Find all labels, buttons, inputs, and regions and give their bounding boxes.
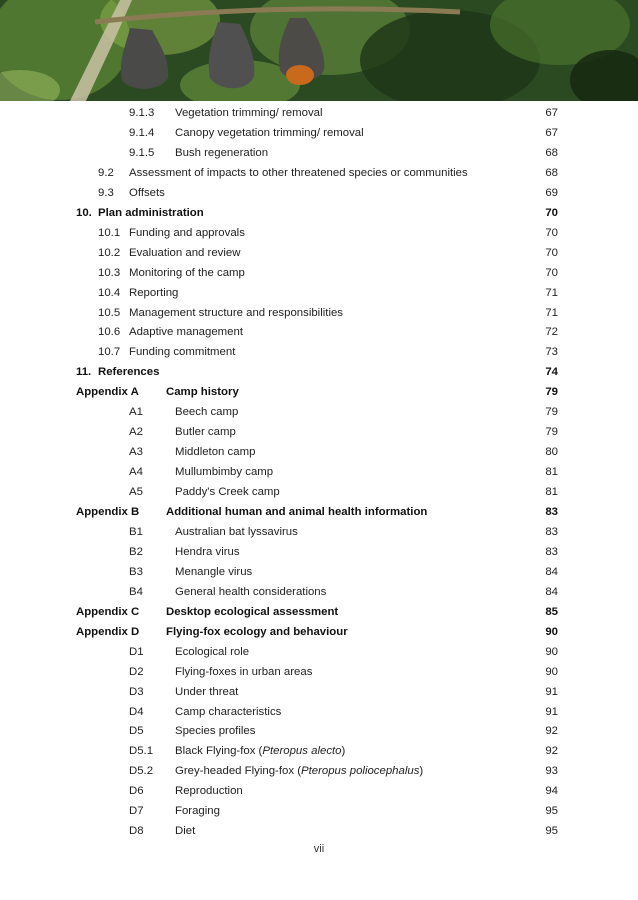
toc-entry[interactable] [0,103,638,123]
toc-entry[interactable] [0,183,638,203]
toc-entry-title: Evaluation and review [129,246,241,259]
toc-entry-title: Canopy vegetation trimming/ removal [175,126,364,139]
toc-entry-title: Plan administration [98,206,204,219]
toc-entry-title-text: Grey-headed Flying-fox ( [175,765,301,778]
toc-entry-title: Desktop ecological assessment [166,605,339,618]
toc-entry-page: 95 [545,805,558,818]
toc-entry-title-text: Black Flying-fox ( [175,745,263,758]
toc-entry-title: Funding commitment [129,346,236,359]
toc-entry-page: 67 [545,107,558,119]
page-number: vii [313,843,325,855]
toc-entry-page: 71 [545,286,558,299]
toc-entry-number: A1 [129,406,143,419]
toc-entry[interactable] [0,462,638,482]
toc-entry[interactable] [0,143,638,163]
toc-entry-number: 9.1.3 [129,107,155,119]
toc-entry-page: 84 [545,585,558,598]
toc-entry[interactable] [0,781,638,801]
toc-entry-title: Camp characteristics [175,705,282,718]
toc-entry-number: D6 [129,785,144,798]
toc-entry-title [175,761,423,781]
toc-entry-title: Monitoring of the camp [129,266,245,279]
toc-entry-number: 10.4 [98,286,121,299]
toc-entry-page: 92 [545,745,558,758]
toc-entry-title: Flying-foxes in urban areas [175,665,313,678]
toc-entry-number: 11. [76,366,92,379]
toc-entry-page: 90 [545,665,558,678]
toc-entry-title: Additional human and animal health information [166,506,428,518]
toc-entry-page: 85 [545,605,558,618]
toc-entry-page: 90 [545,625,558,638]
toc-entry-title: Management structure and responsibilities [129,306,344,319]
toc-entry[interactable] [0,662,638,682]
toc-entry[interactable] [0,682,638,702]
toc-entry-title: Under threat [175,685,239,698]
toc-entry-number: D2 [129,665,144,678]
toc-entry[interactable] [0,223,638,243]
toc-entry-page: 81 [545,486,558,499]
toc-entry-title: Bush regeneration [175,146,269,159]
toc-entry-title: Ecological role [175,645,250,658]
toc-entry-page: 90 [545,645,558,658]
toc-entry-number: D1 [129,645,144,658]
toc-entry[interactable] [0,442,638,462]
toc-entry-title: Middleton camp [175,446,256,459]
toc-entry-number: 10.1 [98,226,121,239]
toc-entry-number: 9.1.4 [129,126,155,139]
toc-entry-title: Butler camp [175,426,236,439]
header-banner-photo [0,0,638,101]
toc-entry-page: 68 [545,146,558,159]
toc-entry[interactable] [0,702,638,722]
toc-entry-number: Appendix A [76,386,139,399]
toc-entry-page: 68 [545,166,558,179]
toc-entry-number: 10.3 [98,266,121,279]
toc-entry-number: 10. [76,206,92,219]
toc-entry[interactable] [0,342,638,362]
toc-entry-title: Australian bat lyssavirus [175,525,298,538]
toc-entry-page: 91 [545,705,558,718]
toc-entry-title: Paddy's Creek camp [175,486,280,499]
toc-entry-number: 9.3 [98,186,114,199]
toc-entry-page: 70 [545,226,558,239]
toc-entry-page: 93 [545,765,558,778]
toc-entry-title: Assessment of impacts to other threatened species or communities [129,166,468,179]
toc-entry-page: 70 [545,246,558,259]
toc-entry[interactable] [0,402,638,422]
toc-entry-page: 79 [545,386,558,399]
toc-entry-number: Appendix B [76,506,140,518]
toc-entry-page: 74 [545,366,558,379]
toc-entry-number: 10.5 [98,306,121,319]
toc-entry[interactable] [0,502,638,522]
flying-fox-photo [0,0,638,101]
toc-entry-title: Reporting [129,286,179,299]
toc-entry-number: B2 [129,545,143,558]
toc-entry[interactable] [0,721,638,741]
toc-entry-title-text: ) [419,765,424,778]
toc-entry-number: A4 [129,466,143,479]
toc-entry-number: A2 [129,426,143,439]
toc-entry-title: Adaptive management [129,326,243,339]
toc-entry[interactable] [0,263,638,283]
toc-entry-number: A3 [129,446,143,459]
toc-entry-number: Appendix C [76,605,140,618]
toc-entry[interactable] [0,542,638,562]
toc-entry[interactable] [0,322,638,342]
toc-entry-title: Reproduction [175,785,243,798]
toc-entry-page: 71 [545,306,558,319]
toc-entry-number: D5.2 [129,765,154,778]
toc-entry[interactable] [0,303,638,323]
toc-entry-title: References [98,366,160,379]
toc-entry[interactable] [0,522,638,542]
toc-entry[interactable] [0,562,638,582]
toc-entry[interactable] [0,422,638,442]
toc-entry-page: 73 [545,346,558,359]
toc-entry[interactable] [0,482,638,502]
toc-entry[interactable] [0,761,638,781]
toc-entry-title: Hendra virus [175,545,240,558]
toc-entry-title: Beech camp [175,406,239,419]
toc-entry-page: 83 [545,506,558,518]
toc-entry-title: Offsets [129,186,165,199]
toc-entry-title: General health considerations [175,585,327,598]
toc-entry[interactable] [0,642,638,662]
toc-entry-page: 94 [545,785,558,798]
toc-entry-page: 70 [545,266,558,279]
toc-entry-page: 69 [545,186,558,199]
toc-entry-title: Mullumbimby camp [175,466,274,479]
toc-entry[interactable] [0,362,638,382]
toc-entry-title: Diet [175,825,196,838]
toc-entry[interactable] [0,243,638,263]
toc-entry-page: 91 [545,685,558,698]
toc-entry-number: B4 [129,585,143,598]
toc-entry[interactable] [0,382,638,402]
toc-entry-species-name: Pteropus poliocephalus [300,765,420,778]
toc-entry-page: 83 [545,525,558,538]
toc-entry-number: 9.1.5 [129,146,155,159]
toc-entry-title: Species profiles [175,725,256,738]
toc-entry[interactable] [0,801,638,821]
toc-entry-page: 84 [545,565,558,578]
toc-entry-title: Camp history [166,386,239,399]
toc-entry-page: 81 [545,466,558,479]
toc-entry[interactable] [0,821,638,841]
toc-entry-number: A5 [129,486,143,499]
toc-entry-page: 72 [545,326,558,339]
toc-entry-page: 92 [545,725,558,738]
toc-entry-number: 10.2 [98,246,121,259]
toc-entry[interactable] [0,123,638,143]
toc-entry-species-name: Pteropus alecto [262,745,342,758]
toc-entry-number: Appendix D [76,625,140,638]
toc-entry-title [175,741,345,761]
toc-entry-number: D4 [129,705,144,718]
toc-entry-title: Foraging [175,805,220,818]
toc-entry-number: D7 [129,805,144,818]
toc-entry-page: 70 [545,206,558,219]
toc-entry-number: D3 [129,685,144,698]
toc-entry-number: B3 [129,565,143,578]
toc-entry-number: 10.6 [98,326,121,339]
toc-entry-number: D5.1 [129,745,154,758]
toc-entry[interactable] [0,741,638,761]
toc-entry-page: 83 [545,545,558,558]
toc-entry-number: 9.2 [98,166,114,179]
toc-entry[interactable] [0,582,638,602]
toc-entry-title-text: ) [341,745,346,758]
toc-entry[interactable] [0,203,638,223]
toc-entry-number: 10.7 [98,346,121,359]
toc-entry-page: 67 [545,126,558,139]
toc-entry[interactable] [0,622,638,642]
toc-entry-title: Menangle virus [175,565,253,578]
toc-entry-page: 79 [545,406,558,419]
toc-entry[interactable] [0,283,638,303]
toc-entry-page: 79 [545,426,558,439]
toc-entry[interactable] [0,163,638,183]
toc-entry-page: 95 [545,825,558,838]
toc-entry-title: Funding and approvals [129,226,245,239]
toc-entry-title: Vegetation trimming/ removal [175,107,323,119]
toc-entry-page: 80 [545,446,558,459]
toc-entry-number: D5 [129,725,144,738]
toc-entry-number: B1 [129,525,143,538]
toc-entry-number: D8 [129,825,144,838]
toc-entry-title: Flying-fox ecology and behaviour [166,625,348,638]
toc-entry[interactable] [0,602,638,622]
